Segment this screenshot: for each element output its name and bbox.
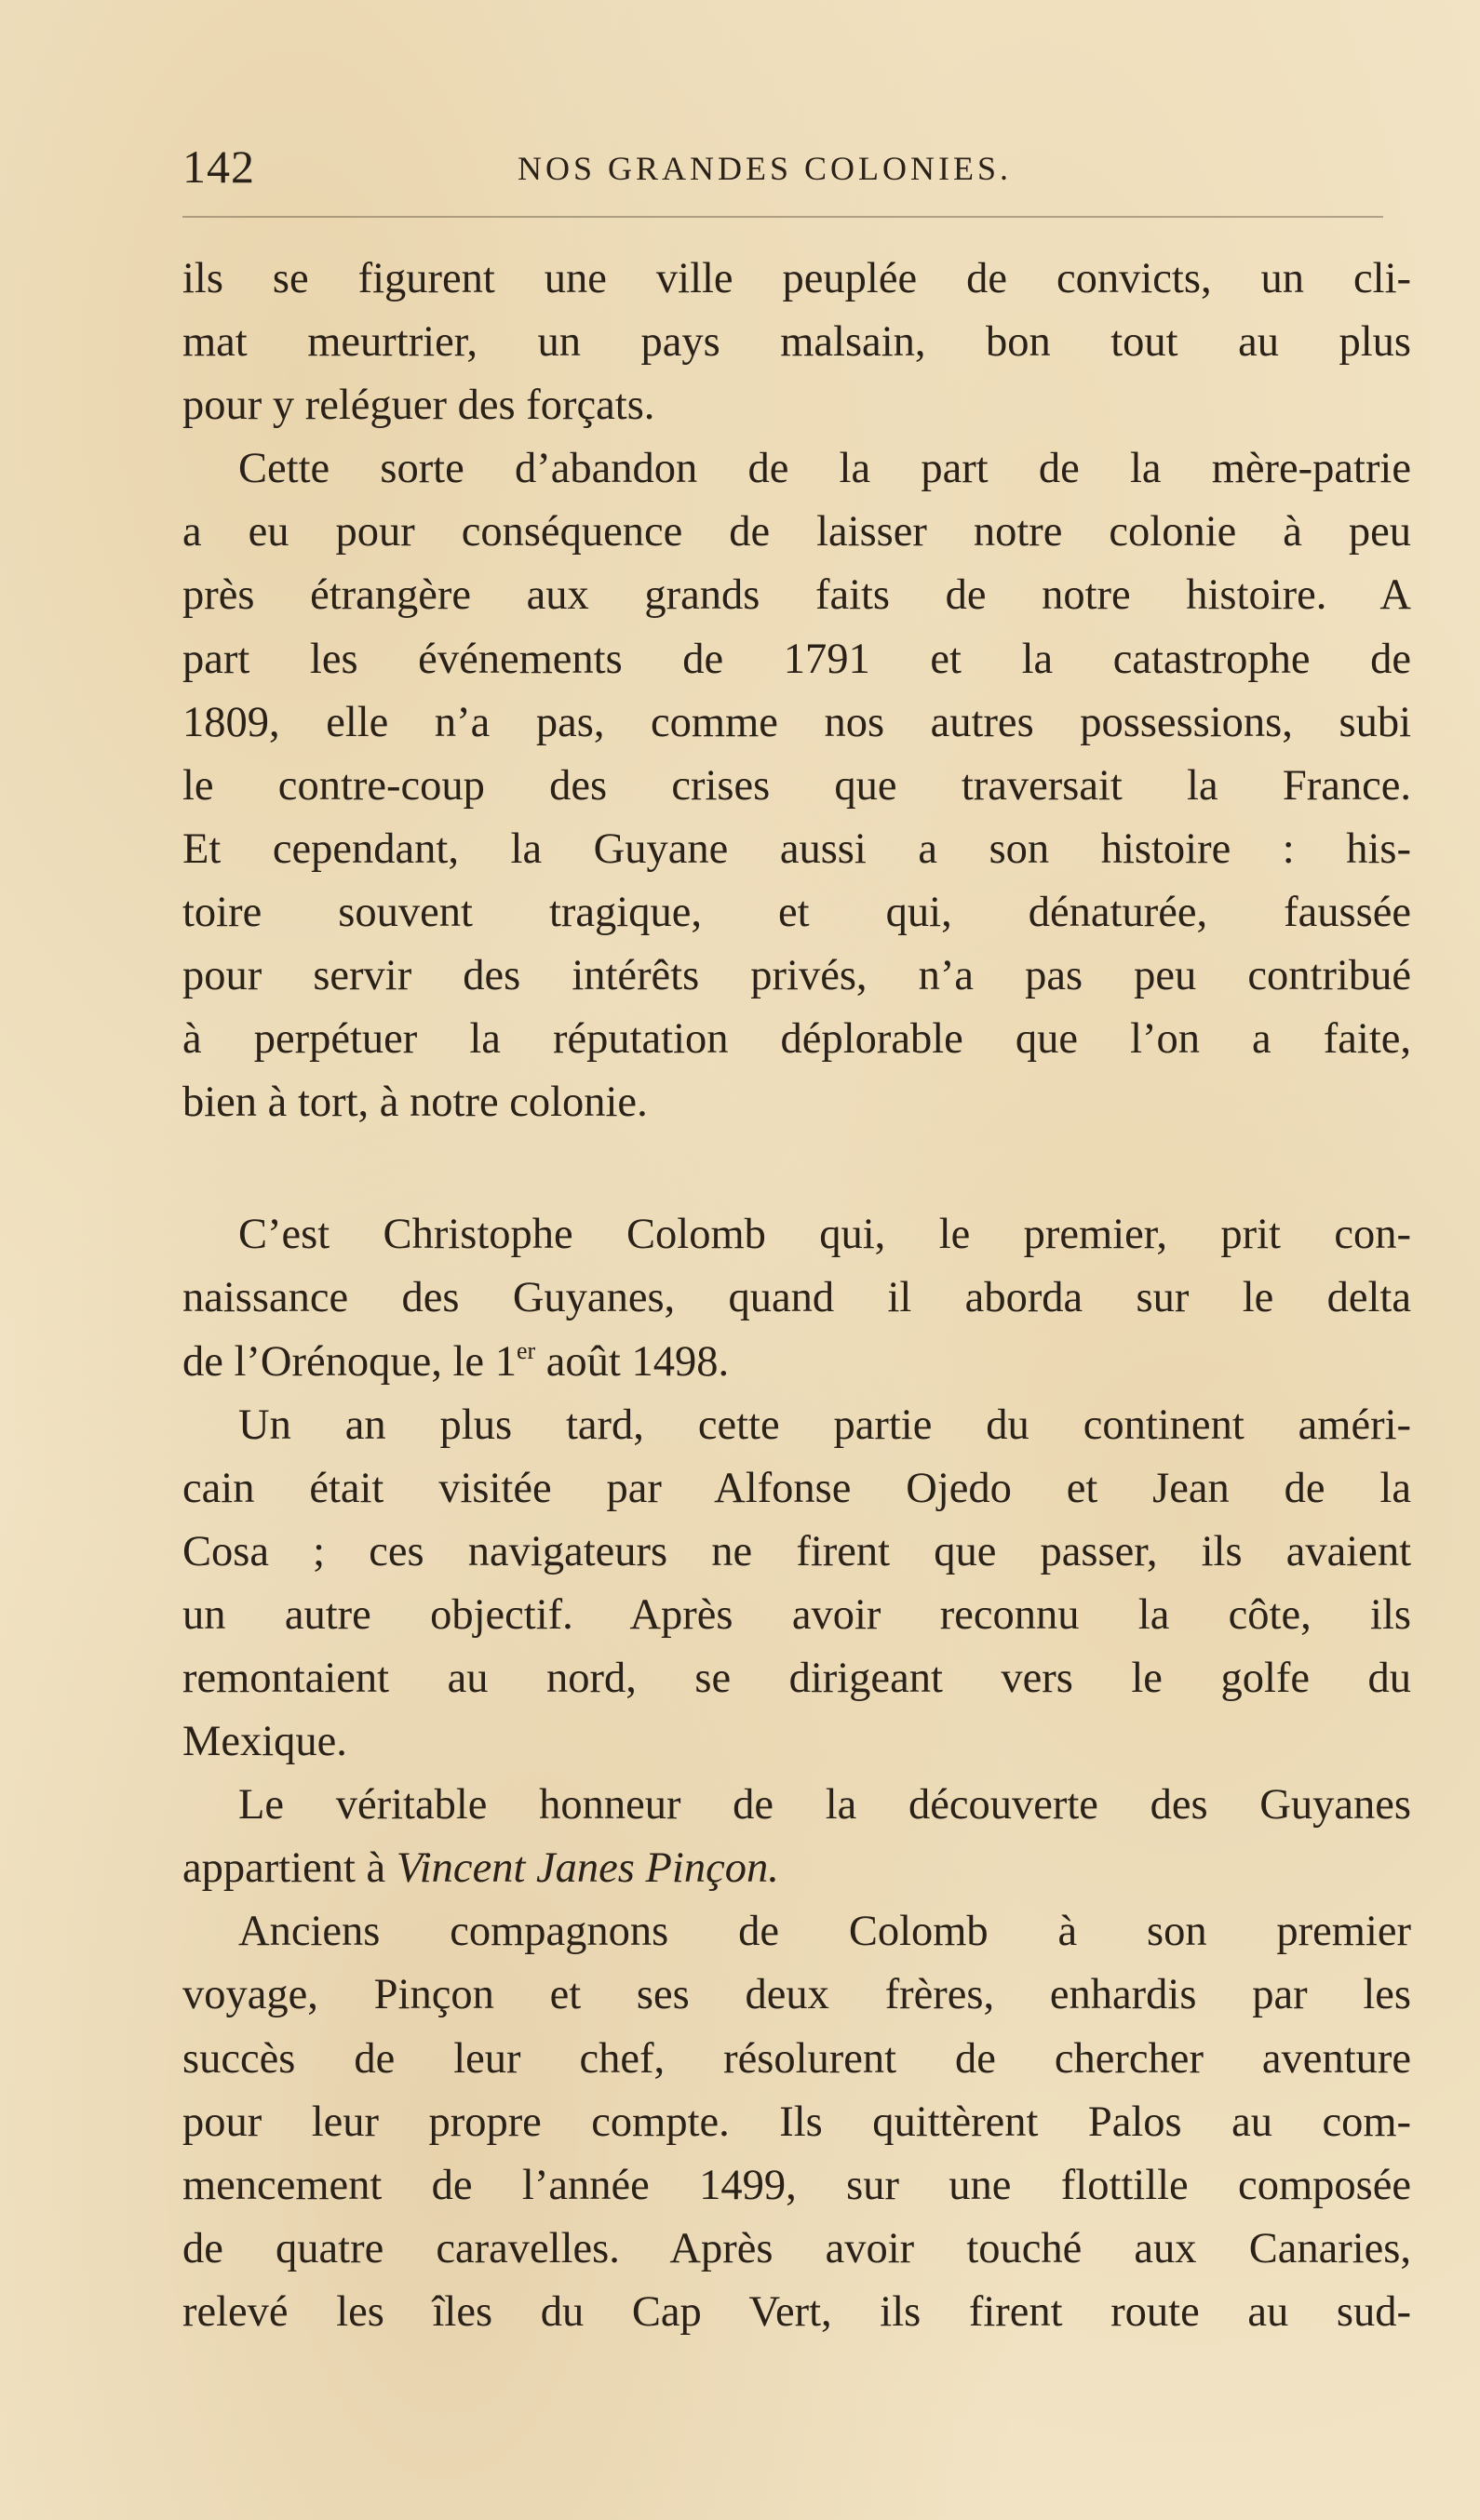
date-text: de l’Orénoque, le 1 xyxy=(182,1337,517,1386)
text-line: a eu pour conséquence de laisser notre colonie à peu xyxy=(182,508,1411,556)
text-line: toire souvent tragique, et qui, dénaturée, faussée xyxy=(182,888,1411,936)
text-line: succès de leur chef, résolurent de chercher aventure xyxy=(182,2034,1411,2083)
body-text xyxy=(182,248,1411,2344)
text-line: part les événements de 1791 et la catastrophe de xyxy=(182,635,1411,683)
text-line: ils se figurent une ville peuplée de convicts, un cli- xyxy=(182,255,1411,302)
text-line: voyage, Pinçon et ses deux frères, enhardis par les xyxy=(182,1971,1411,2019)
paragraph-5 xyxy=(182,1774,1411,1900)
text-line: bien à tort, à notre colonie. xyxy=(182,1079,648,1127)
header-rule xyxy=(182,216,1383,218)
text-line: relevé les îles du Cap Vert, ils firent route au sud- xyxy=(182,2287,1411,2336)
page-number: 142 xyxy=(182,141,255,193)
text-line: Cette sorte d’abandon de la part de la mère-patrie xyxy=(238,445,1411,493)
text-line: près étrangère aux grands faits de notre histoire. A xyxy=(182,571,1411,620)
text-line xyxy=(182,1837,1411,1900)
text-line: Et cependant, la Guyane aussi a son histoire : his- xyxy=(182,824,1411,873)
text-line: naissance des Guyanes, quand il aborda sur le delta xyxy=(182,1274,1411,1322)
text-line: pour y reléguer des forçats. xyxy=(182,382,655,430)
text-line: le contre-coup des crises que traversait la France. xyxy=(182,761,1411,810)
text-line: Cosa ; ces navigateurs ne firent que passer, ils avaient xyxy=(182,1527,1411,1575)
paragraph-3 xyxy=(182,1203,1411,1393)
text-line: mat meurtrier, un pays malsain, bon tout au plus xyxy=(182,318,1411,367)
text-line: remontaient au nord, se dirigeant vers le golfe du xyxy=(182,1654,1411,1702)
running-head xyxy=(182,140,1387,205)
text-line: mencement de l’année 1499, sur une flottille composée xyxy=(182,2161,1411,2209)
ordinal-superscript: er xyxy=(516,1336,536,1364)
running-title: NOS GRANDES COLONIES. xyxy=(518,150,1013,187)
text-fragment: appartient à xyxy=(182,1844,397,1893)
paragraph-6 xyxy=(182,1900,1411,2344)
text-line: Un an plus tard, cette partie du continent améri- xyxy=(238,1401,1411,1449)
paragraph-4 xyxy=(182,1394,1411,1775)
text-line: Le véritable honneur de la découverte des Guyanes xyxy=(238,1781,1411,1830)
text-line: cain était visitée par Alfonse Ojedo et Jean de la xyxy=(182,1464,1411,1512)
paragraph-1 xyxy=(182,248,1411,437)
text-line: C’est Christophe Colomb qui, le premier, prit con- xyxy=(238,1211,1411,1259)
text-line: pour servir des intérêts privés, n’a pas peu contribué xyxy=(182,952,1411,1000)
text-line: à perpétuer la réputation déplorable que l’on a faite, xyxy=(182,1015,1411,1064)
italic-name: Vincent Janes Pinçon. xyxy=(396,1844,779,1893)
text-line xyxy=(182,1331,1411,1394)
date-text-end: août 1498. xyxy=(535,1337,730,1386)
section-break xyxy=(182,1134,1411,1203)
text-line: de quatre caravelles. Après avoir touché aux Canaries, xyxy=(182,2224,1411,2272)
paragraph-2 xyxy=(182,437,1411,1134)
text-line: Mexique. xyxy=(182,1718,347,1766)
text-line: 1809, elle n’a pas, comme nos autres possessions, subi xyxy=(182,698,1411,746)
text-line: pour leur propre compte. Ils quittèrent Palos au com- xyxy=(182,2098,1411,2146)
text-line: un autre objectif. Après avoir reconnu la côte, ils xyxy=(182,1590,1411,1639)
text-line: Anciens compagnons de Colomb à son premier xyxy=(238,1908,1411,1956)
